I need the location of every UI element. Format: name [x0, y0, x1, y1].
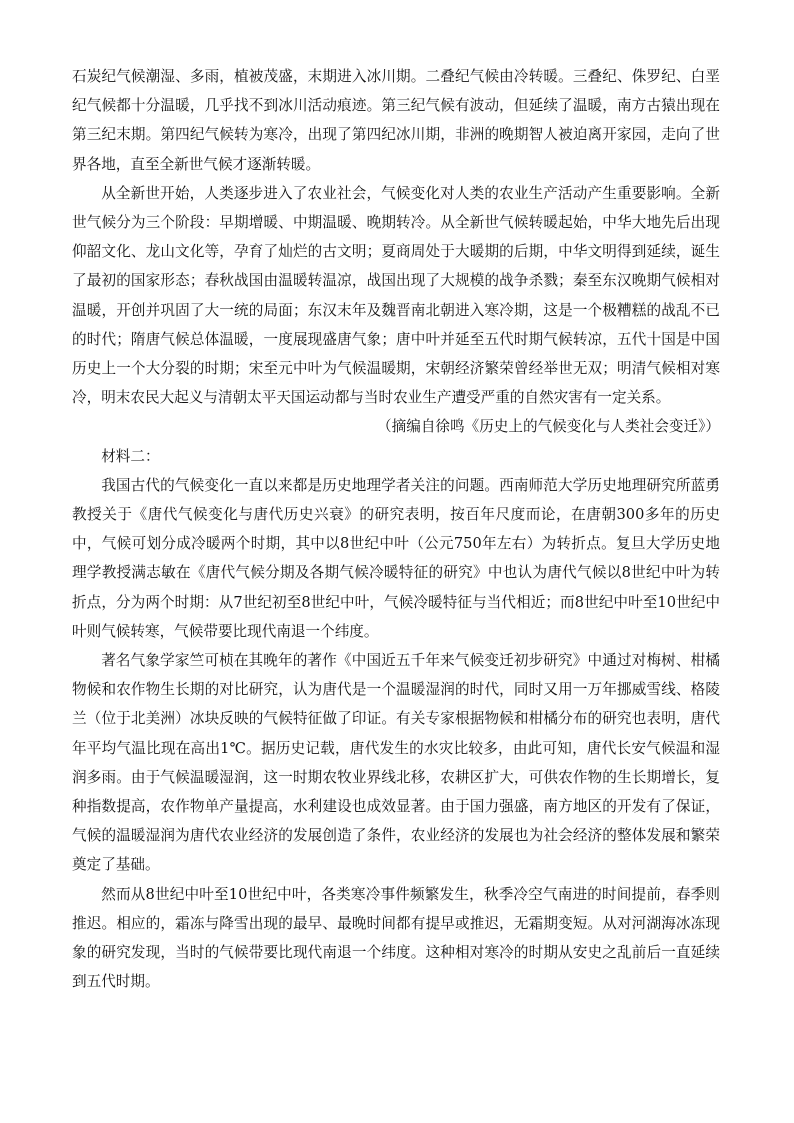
paragraph-carboniferous: 石炭纪气候潮湿、多雨，植被茂盛，末期进入冰川期。二叠纪气候由冷转暖。三叠纪、侏罗纪、白垩纪气候都十分温暖，几乎找不到冰川活动痕迹。第三纪气候有波动，但延续了温暖，南方古猿出现在第三纪末期。第四纪气候转为寒冷，出现了第四纪冰川期，非洲的晚期智人被迫离开家园，走向了世界各地，直至全新世气候才逐渐转暖。	[72, 68, 720, 173]
material-two-heading: 材料二：	[101, 447, 160, 465]
paragraph-tang-research: 我国古代的气候变化一直以来都是历史地理学者关注的问题。西南师范大学历史地理研究所蓝勇教授关于《唐代气候变化与唐代历史兴衰》的研究表明，按百年尺度而论，在唐朝300多年的历史中，气候可划分成冷暖两个时期，其中以8世纪中叶（公元750年左右）为转折点。复旦大学历史地理学教授满志敏在《唐代气候分期及各期气候冷暖特征的研究》中也认为唐代气候以8世纪中叶为转折点，分为两个时期：从7世纪初至8世纪中叶，气候冷暖特征与当代相近；而8世纪中叶至10世纪中叶则气候转寒，气候带要比现代南退一个纬度。	[72, 476, 720, 640]
source-citation: （摘编自徐鸣《历史上的气候变化与人类社会变迁》）	[377, 418, 720, 436]
document-page	[72, 62, 720, 997]
paragraph-holocene: 从全新世开始，人类逐步进入了农业社会，气候变化对人类的农业生产活动产生重要影响。全新世气候分为三个阶段：早期增暖、中期温暖、晚期转冷。从全新世气候转暖起始，中华大地先后出现仰韶文化、龙山文化等，孕育了灿烂的古文明；夏商周处于大暖期的后期，中华文明得到延续，诞生了最初的国家形态；春秋战国由温暖转温凉，战国出现了大规模的战争杀戮；秦至东汉晚期气候相对温暖，开创并巩固了大一统的局面；东汉末年及魏晋南北朝进入寒冷期，这是一个极糟糕的战乱不已的时代；隋唐气候总体温暖，一度展现盛唐气象；唐中叶并延至五代时期气候转凉，五代十国是中国历史上一个大分裂的时期；宋至元中叶为气候温暖期，宋朝经济繁荣曾经举世无双；明清气候相对寒冷，明末农民大起义与清朝太平天国运动都与当时农业生产遭受严重的自然灾害有一定关系。	[72, 184, 720, 407]
paragraph-cold-period: 然而从8世纪中叶至10世纪中叶，各类寒冷事件频繁发生，秋季冷空气南进的时间提前，春季则推迟。相应的，霜冻与降雪出现的最早、最晚时间都有提早或推迟，无霜期变短。从对河湖海冰冻现象的研究发现，当时的气候带要比现代南退一个纬度。这种相对寒冷的时期从安史之乱前后一直延续到五代时期。	[72, 885, 720, 991]
paragraph-zhu-kezhen: 著名气象学家竺可桢在其晚年的著作《中国近五千年来气候变迁初步研究》中通过对梅树、柑橘物候和农作物生长期的对比研究，认为唐代是一个温暖湿润的时代，同时又用一万年挪威雪线、格陵兰（位于北美洲）冰块反映的气候特征做了印证。有关专家根据物候和柑橘分布的研究也表明，唐代年平均气温比现在高出1℃。据历史记载，唐代发生的水灾比较多，由此可知，唐代长安气候温和湿润多雨。由于气候温暖湿润，这一时期农牧业界线北移，农耕区扩大，可供农作物的生长期增长，复种指数提高，农作物单产量提高，水利建设也成效显著。由于国力强盛，南方地区的开发有了保证，气候的温暖湿润为唐代农业经济的发展创造了条件，农业经济的发展也为社会经济的整体发展和繁荣奠定了基础。	[72, 652, 720, 874]
